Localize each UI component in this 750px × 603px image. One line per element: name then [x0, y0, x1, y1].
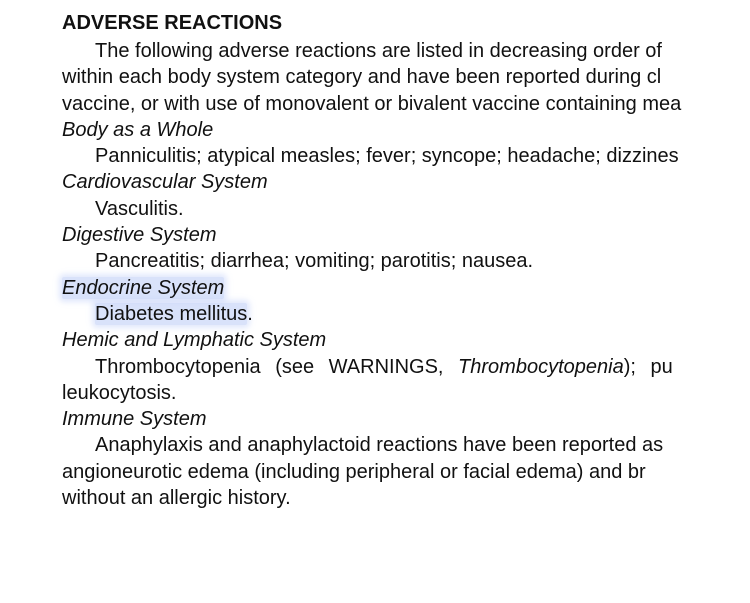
selection-highlight-diabetes[interactable]: Diabetes mellitus	[95, 302, 248, 325]
category-digestive: Digestive System	[62, 224, 217, 247]
category-immune: Immune System	[62, 408, 207, 431]
section-heading: ADVERSE REACTIONS	[62, 12, 283, 34]
category-cardiovascular-text: Vasculitis.	[95, 197, 184, 220]
category-endocrine-text	[62, 301, 750, 327]
document-page	[62, 10, 750, 511]
category-immune-text-2: angioneurotic edema (including peripheral or facial edema) and br	[62, 460, 646, 483]
category-body-as-whole: Body as a Whole	[62, 118, 214, 141]
category-cardiovascular: Cardiovascular System	[62, 171, 268, 194]
intro-line-1: The following adverse reactions are listed in decreasing order of	[95, 40, 662, 62]
category-hemic-lymphatic: Hemic and Lymphatic System	[62, 329, 327, 352]
category-immune-text-1: Anaphylaxis and anaphylactoid reactions have been reported as	[95, 434, 664, 457]
intro-line-3: vaccine, or with use of monovalent or bivalent vaccine containing mea	[62, 92, 682, 115]
intro-line-2: within each body system category and have been reported during cl	[62, 66, 662, 89]
category-hemic-lymphatic-text-2: leukocytosis.	[62, 381, 177, 404]
category-immune-text-3: without an allergic history.	[62, 487, 291, 510]
hemic-text-italic: Thrombocytopenia	[458, 355, 624, 378]
category-hemic-lymphatic-text	[62, 354, 750, 380]
endocrine-text-period: .	[247, 302, 253, 325]
category-endocrine	[62, 275, 750, 301]
hemic-text-part1: Thrombocytopenia (see WARNINGS,	[95, 355, 459, 378]
category-digestive-text: Pancreatitis; diarrhea; vomiting; parotitis; nausea.	[95, 250, 533, 273]
selection-highlight-endocrine[interactable]: Endocrine System	[62, 276, 225, 299]
hemic-text-part2: ); pu	[623, 355, 673, 378]
category-body-as-whole-text: Panniculitis; atypical measles; fever; syncope; headache; dizzines	[95, 145, 679, 168]
